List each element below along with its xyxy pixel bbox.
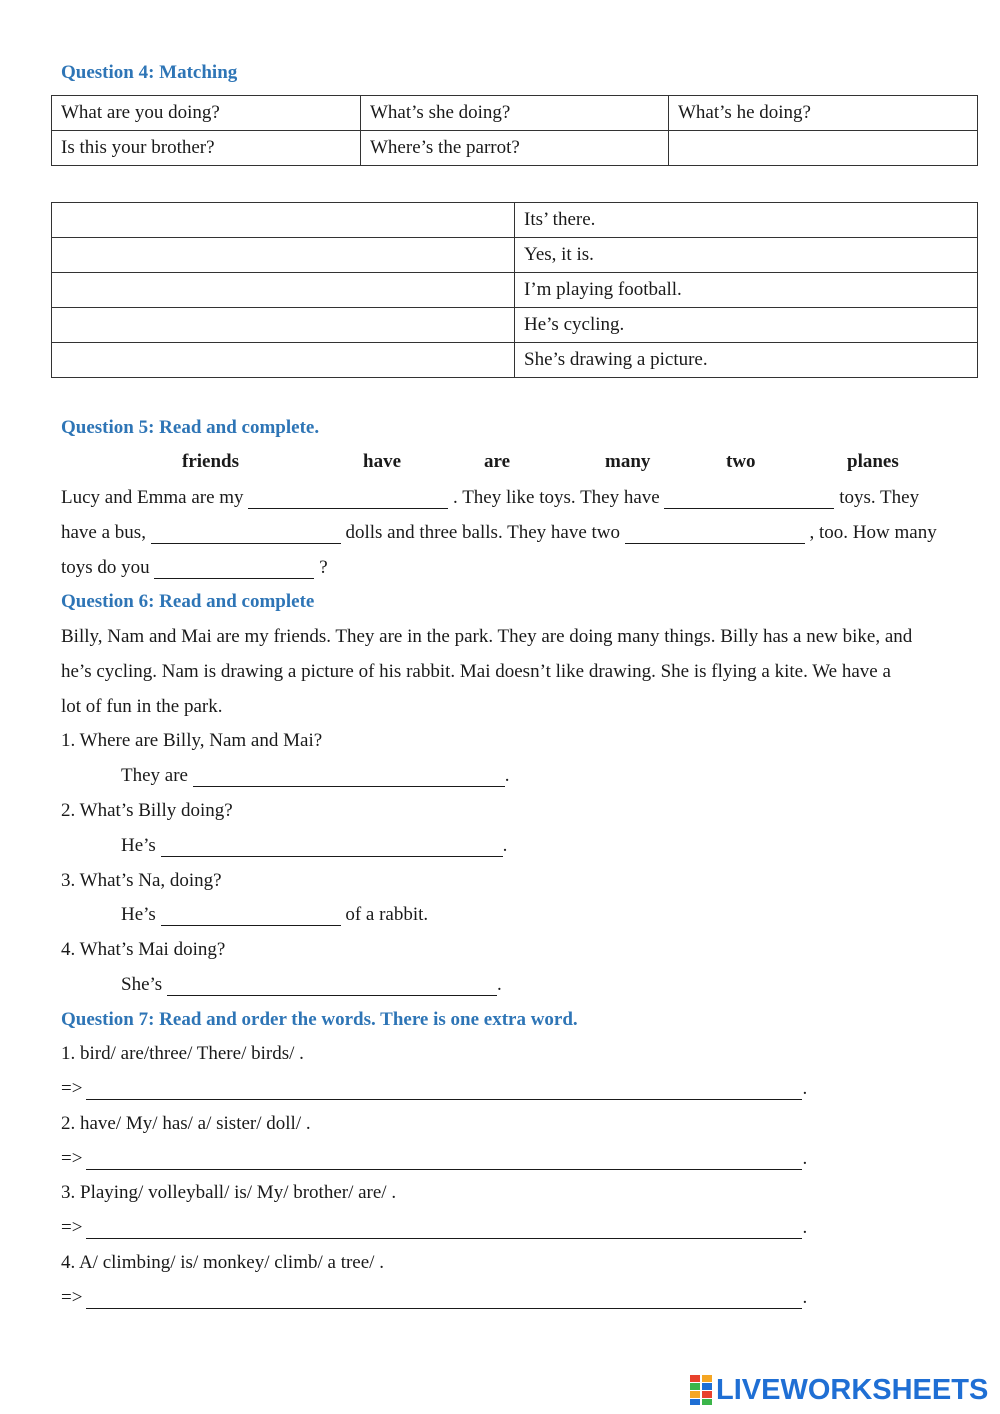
q7-answer-input-2[interactable] [86,1149,802,1170]
q4-question-cell: What are you doing? [52,96,361,131]
q4-answer-cell: Yes, it is. [515,238,978,273]
q7-answer-end: . [802,1078,808,1099]
liveworksheets-logo[interactable] [690,1372,988,1408]
q6-answer-prefix: He’s [121,904,156,925]
q6-answer-line [121,765,509,787]
q7-answer-input-3[interactable] [86,1218,802,1239]
arrow-icon: => [61,1078,83,1099]
word-bank-item: many [605,451,651,472]
q6-answer-input-1[interactable] [193,766,505,787]
word-bank-item: friends [182,451,239,472]
q6-passage-line: lot of fun in the park. [61,696,223,717]
word-bank-item: have [363,451,401,472]
brand-name: LIVEWORKSHEETS [716,1373,989,1406]
q5-answer-input-2[interactable] [664,488,834,509]
word-bank-item: two [726,451,756,472]
q6-question: 4. What’s Mai doing? [61,939,226,960]
q6-answer-prefix: They are [121,765,188,786]
q4-match-dropzone[interactable] [52,273,515,308]
q6-answer-line [121,835,507,857]
q4-heading: Question 4: Matching [61,62,238,83]
table-row [52,308,978,343]
word-bank-item: planes [847,451,899,472]
q6-question: 2. What’s Billy doing? [61,800,233,821]
q6-answer-line [121,904,428,926]
q5-text: toys. They [839,487,920,508]
q7-answer-line [61,1078,807,1100]
q4-question-cell: What’s he doing? [669,96,978,131]
q4-match-dropzone[interactable] [52,238,515,273]
q6-answer-input-4[interactable] [167,975,497,996]
q5-answer-input-3[interactable] [151,523,341,544]
q5-text-line [61,522,937,544]
q7-answer-input-1[interactable] [86,1079,802,1100]
q7-answer-end: . [802,1148,808,1169]
q7-prompt: 4. A/ climbing/ is/ monkey/ climb/ a tree/ . [61,1252,384,1273]
q5-text: Lucy and Emma are my [61,487,244,508]
q7-prompt: 1. bird/ are/three/ There/ birds/ . [61,1043,304,1064]
q4-questions-table [51,95,978,166]
q4-answer-cell: He’s cycling. [515,308,978,343]
q4-answers-table [51,202,978,378]
q4-match-dropzone[interactable] [52,308,515,343]
q6-answer-line [121,974,502,996]
q5-text: have a bus, [61,522,146,543]
table-row [52,238,978,273]
q6-answer-suffix: . [504,765,510,786]
q7-answer-line [61,1148,807,1170]
q5-text: toys do you [61,557,150,578]
q7-answer-end: . [802,1287,808,1308]
word-bank-item: are [484,451,511,472]
q5-answer-input-5[interactable] [154,558,314,579]
q5-heading: Question 5: Read and complete. [61,417,320,438]
table-row [52,273,978,308]
q6-answer-prefix: She’s [121,974,163,995]
q6-answer-suffix: . [496,974,502,995]
table-row [52,96,978,131]
q4-answer-cell: Its’ there. [515,203,978,238]
q4-answer-cell: I’m playing football. [515,273,978,308]
q5-answer-input-1[interactable] [248,488,448,509]
table-row [52,203,978,238]
q6-question: 3. What’s Na, doing? [61,870,222,891]
arrow-icon: => [61,1148,83,1169]
q4-match-dropzone[interactable] [52,203,515,238]
q5-answer-input-4[interactable] [625,523,805,544]
q4-match-dropzone[interactable] [52,343,515,378]
q4-question-cell: Where’s the parrot? [361,131,669,166]
liveworksheets-logo-icon [690,1375,712,1405]
q4-answer-cell: She’s drawing a picture. [515,343,978,378]
q6-passage-line: he’s cycling. Nam is drawing a picture of his rabbit. Mai doesn’t like drawing. She is flying a kite. We have a [61,661,891,682]
q7-answer-line [61,1217,807,1239]
q6-answer-suffix: . [502,835,508,856]
q5-word-bank [0,451,1000,475]
q6-answer-suffix: of a rabbit. [345,904,429,925]
q7-prompt: 3. Playing/ volleyball/ is/ My/ brother/ are/ . [61,1182,397,1203]
q5-text: . They like toys. They have [453,487,660,508]
q6-passage-line: Billy, Nam and Mai are my friends. They are in the park. They are doing many things. Billy has a new bike, and [61,626,913,647]
q4-question-cell: Is this your brother? [52,131,361,166]
table-row [52,131,978,166]
q6-question: 1. Where are Billy, Nam and Mai? [61,730,323,751]
q5-text-line [61,487,919,509]
q7-answer-input-4[interactable] [86,1288,802,1309]
q4-question-cell: What’s she doing? [361,96,669,131]
q5-text-line [61,557,328,579]
arrow-icon: => [61,1217,83,1238]
q6-answer-input-3[interactable] [161,905,341,926]
table-row [52,343,978,378]
q7-answer-end: . [802,1217,808,1238]
q7-prompt: 2. have/ My/ has/ a/ sister/ doll/ . [61,1113,311,1134]
arrow-icon: => [61,1287,83,1308]
q7-answer-line [61,1287,807,1309]
q5-text: ? [319,557,328,578]
q5-text: , too. How many [809,522,937,543]
q5-text: dolls and three balls. They have two [345,522,621,543]
q6-heading: Question 6: Read and complete [61,591,315,612]
q4-question-cell [669,131,978,166]
q6-answer-input-2[interactable] [161,836,503,857]
q6-answer-prefix: He’s [121,835,156,856]
q7-heading: Question 7: Read and order the words. There is one extra word. [61,1009,578,1030]
